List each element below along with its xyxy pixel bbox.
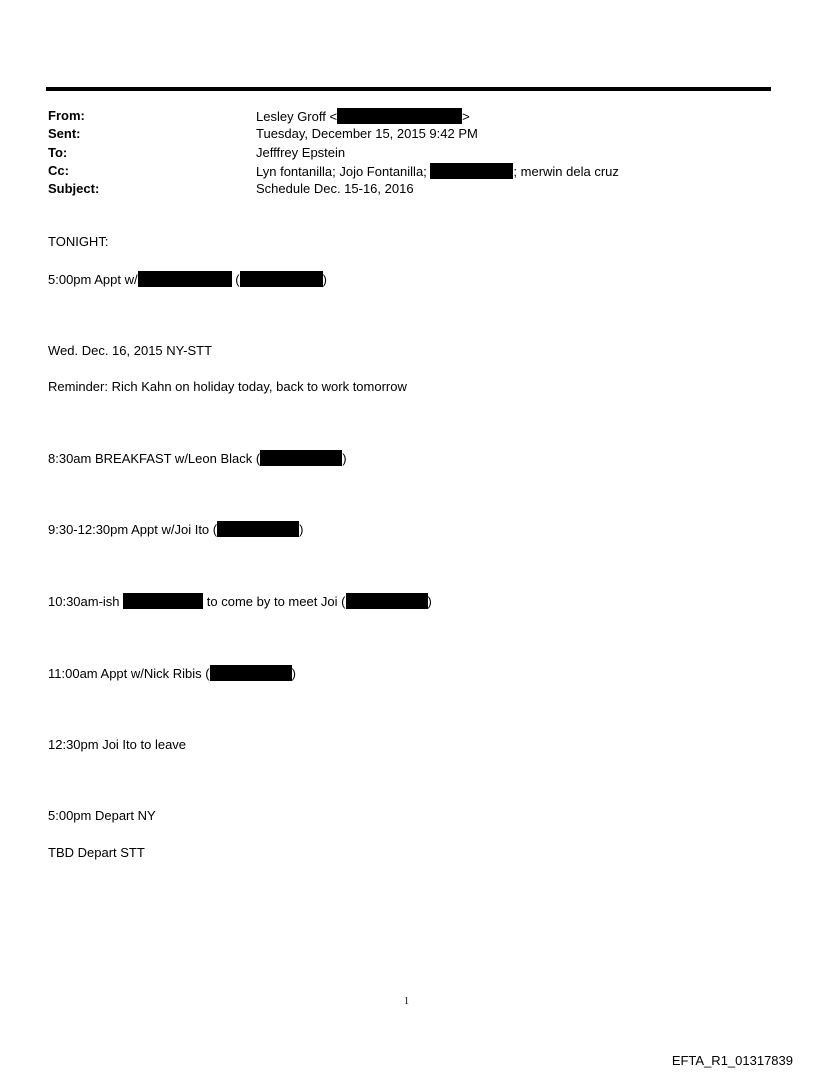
redaction-box xyxy=(240,271,323,287)
from-label: From: xyxy=(48,108,85,123)
schedule-line xyxy=(48,521,303,537)
schedule-text: 10:30am-ish xyxy=(48,594,124,609)
schedule-text: 9:30-12:30pm Appt w/Joi Ito ( xyxy=(48,522,218,537)
redaction-box xyxy=(260,450,342,466)
redaction-box xyxy=(217,521,299,537)
schedule-text: ) xyxy=(291,666,296,681)
cc-names-rest: ; merwin dela cruz xyxy=(513,164,619,179)
schedule-text: ) xyxy=(322,272,327,287)
from-name: Lesley Groff < xyxy=(256,109,338,124)
subject-label: Subject: xyxy=(48,181,100,196)
schedule-line: TBD Depart STT xyxy=(48,845,145,860)
reminder-line: Reminder: Rich Kahn on holiday today, back to work tomorrow xyxy=(48,379,407,394)
sent-label: Sent: xyxy=(48,126,81,141)
schedule-line: 5:00pm Depart NY xyxy=(48,808,156,823)
header-rule xyxy=(46,87,771,91)
day-heading: Wed. Dec. 16, 2015 NY-STT xyxy=(48,343,213,358)
cc-value xyxy=(256,163,619,179)
bates-number: EFTA_R1_01317839 xyxy=(671,1053,793,1068)
redaction-box xyxy=(346,593,428,609)
schedule-line: 12:30pm Joi Ito to leave xyxy=(48,737,187,752)
from-value xyxy=(256,108,470,124)
cc-names: Lyn fontanilla; Jojo Fontanilla; xyxy=(256,164,427,179)
from-close: > xyxy=(462,109,470,124)
subject-value: Schedule Dec. 15-16, 2016 xyxy=(256,181,414,196)
redaction-box xyxy=(123,593,203,609)
schedule-line xyxy=(48,271,327,287)
schedule-text: ( xyxy=(231,272,240,287)
redaction-box xyxy=(337,108,462,124)
schedule-text: ) xyxy=(342,451,347,466)
redaction-box xyxy=(430,163,513,179)
to-label: To: xyxy=(48,145,68,160)
to-value: Jefffrey Epstein xyxy=(256,145,346,160)
schedule-line xyxy=(48,593,432,609)
page-number: 1 xyxy=(404,996,409,1007)
redaction-box xyxy=(210,665,292,681)
schedule-text: ) xyxy=(299,522,304,537)
schedule-text: 5:00pm Appt w/ xyxy=(48,272,138,287)
cc-label: Cc: xyxy=(48,163,69,178)
schedule-text: 8:30am BREAKFAST w/Leon Black ( xyxy=(48,451,261,466)
tonight-heading: TONIGHT: xyxy=(48,234,109,249)
schedule-text: to come by to meet Joi ( xyxy=(203,594,346,609)
schedule-text: ) xyxy=(427,594,432,609)
schedule-line xyxy=(48,450,347,466)
schedule-text: 11:00am Appt w/Nick Ribis ( xyxy=(48,666,210,681)
sent-value: Tuesday, December 15, 2015 9:42 PM xyxy=(256,126,478,141)
schedule-line xyxy=(48,665,296,681)
redaction-box xyxy=(138,271,232,287)
